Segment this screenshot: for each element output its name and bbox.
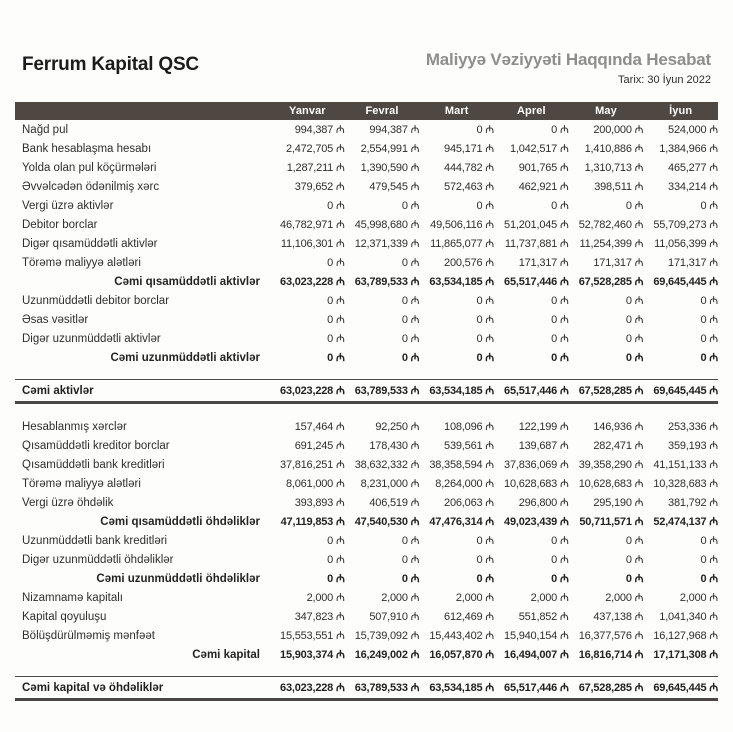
row-label: Qısamüddətli bank kreditləri: [22, 458, 165, 471]
cell-value: 0 ₼: [551, 333, 569, 345]
report-date: Tarix: 30 İyun 2022: [618, 74, 711, 86]
cell-value: 2,472,705 ₼: [285, 143, 345, 155]
table-row: [15, 531, 718, 550]
cell-value: 0 ₼: [401, 295, 420, 307]
report-header: [22, 0, 711, 86]
cell-value: 17,171,308 ₼: [653, 649, 718, 661]
row-label: Uzunmüddətli debitor borclar: [22, 294, 170, 307]
table-row: [15, 177, 718, 196]
table-body: [15, 120, 718, 701]
cell-value: 10,628,683 ₼: [578, 478, 644, 490]
row-label: Uzunmüddətli bank kreditləri: [22, 534, 168, 547]
table-row: [15, 253, 718, 272]
cell-value: 524,000 ₼: [668, 124, 718, 136]
cell-value: 0 ₼: [551, 554, 569, 566]
column-header-1: Yanvar: [288, 105, 326, 117]
cell-value: 0 ₼: [625, 295, 644, 307]
row-label: Digər qısamüddətli aktivlər: [22, 237, 158, 250]
cell-value: 691,245 ₼: [294, 440, 345, 452]
cell-value: 146,936 ₼: [593, 421, 644, 433]
cell-value: 2,554,991 ₼: [360, 143, 420, 155]
cell-value: 12,371,339 ₼: [354, 238, 420, 250]
cell-value: 0 ₼: [327, 573, 345, 585]
row-label: Bölüşdürülməmiş mənfəət: [22, 629, 155, 642]
cell-value: 406,519 ₼: [369, 497, 420, 509]
row-label: Digər uzunmüddətli aktivlər: [22, 332, 161, 345]
cell-value: 0 ₼: [327, 200, 345, 212]
row-label: Cəmi kapital və öhdəliklər: [22, 681, 164, 694]
table-row: [15, 455, 718, 474]
table-row: [15, 120, 718, 139]
table-row: [15, 474, 718, 493]
row-label: Vergi üzrə öhdəlik: [22, 496, 114, 509]
cell-value: 507,910 ₼: [369, 611, 420, 623]
cell-value: 47,540,530 ₼: [354, 516, 420, 528]
cell-value: 539,561 ₼: [444, 440, 494, 452]
cell-value: 206,063 ₼: [444, 497, 494, 509]
row-label: Cəmi uzunmüddətli öhdəliklər: [96, 572, 260, 585]
table-row: [15, 493, 718, 512]
cell-value: 65,517,446 ₼: [504, 276, 569, 288]
row-label: Hesablanmış xərclər: [22, 420, 127, 433]
row-label: Cəmi qısamüddətli öhdəliklər: [100, 515, 260, 528]
subtotal-row: [15, 512, 718, 531]
cell-value: 11,865,077 ₼: [430, 238, 494, 250]
cell-value: 994,387 ₼: [369, 124, 420, 136]
row-label: Digər uzunmüddətli öhdəliklər: [22, 553, 174, 566]
cell-value: 0 ₼: [327, 535, 345, 547]
row-label: Əvvəlcədən ödənilmiş xərc: [22, 180, 160, 193]
cell-value: 0 ₼: [476, 535, 494, 547]
cell-value: 0 ₼: [700, 295, 718, 307]
cell-value: 334,214 ₼: [668, 181, 718, 193]
cell-value: 52,782,460 ₼: [578, 219, 644, 231]
cell-value: 63,534,185 ₼: [429, 682, 494, 694]
cell-value: 0 ₼: [625, 200, 644, 212]
cell-value: 0 ₼: [476, 124, 494, 136]
cell-value: 171,317 ₼: [593, 257, 644, 269]
row-label: Cəmi uzunmüddətli aktivlər: [110, 351, 260, 364]
table-header-row: [15, 102, 718, 120]
cell-value: 69,645,445 ₼: [653, 385, 718, 397]
cell-value: 49,506,116 ₼: [430, 219, 494, 231]
report-header-right: [426, 50, 711, 86]
cell-value: 92,250 ₼: [375, 421, 420, 433]
cell-value: 171,317 ₼: [668, 257, 718, 269]
cell-value: 67,528,285 ₼: [578, 682, 644, 694]
cell-value: 572,463 ₼: [444, 181, 494, 193]
financial-table: [15, 102, 718, 701]
cell-value: 1,310,713 ₼: [584, 162, 644, 174]
cell-value: 0 ₼: [551, 573, 569, 585]
row-label: Törəmə maliyyə alətləri: [22, 256, 141, 269]
table-row: [15, 417, 718, 436]
cell-value: 200,000 ₼: [593, 124, 644, 136]
cell-value: 0 ₼: [551, 295, 569, 307]
cell-value: 0 ₼: [700, 573, 718, 585]
cell-value: 8,264,000 ₼: [435, 478, 494, 490]
cell-value: 63,789,533 ₼: [354, 682, 420, 694]
cell-value: 0 ₼: [327, 333, 345, 345]
cell-value: 16,249,002 ₼: [354, 649, 420, 661]
table-row: [15, 626, 718, 645]
cell-value: 1,390,590 ₼: [360, 162, 420, 174]
cell-value: 0 ₼: [551, 535, 569, 547]
cell-value: 0 ₼: [401, 352, 420, 364]
cell-value: 462,921 ₼: [518, 181, 569, 193]
cell-value: 41,151,133 ₼: [653, 459, 718, 471]
cell-value: 171,317 ₼: [518, 257, 569, 269]
cell-value: 52,474,137 ₼: [653, 516, 718, 528]
cell-value: 37,816,251 ₼: [280, 459, 345, 471]
cell-value: 16,816,714 ₼: [578, 649, 644, 661]
company-name: Ferrum Kapital QSC: [22, 54, 199, 75]
column-header-4: Aprel: [517, 105, 546, 117]
cell-value: 282,471 ₼: [593, 440, 644, 452]
cell-value: 16,127,968 ₼: [653, 630, 718, 642]
cell-value: 0 ₼: [700, 333, 718, 345]
cell-value: 0 ₼: [476, 573, 494, 585]
row-label: Bank hesablaşma hesabı: [22, 142, 152, 155]
column-header-3: Mart: [444, 105, 469, 117]
cell-value: 437,138 ₼: [593, 611, 644, 623]
cell-value: 122,199 ₼: [518, 421, 569, 433]
cell-value: 398,511 ₼: [594, 181, 644, 193]
row-label: Nizamnamə kapitalı: [22, 591, 123, 604]
cell-value: 359,193 ₼: [668, 440, 718, 452]
cell-value: 381,792 ₼: [668, 497, 718, 509]
table-row: [15, 215, 718, 234]
cell-value: 8,061,000 ₼: [285, 478, 345, 490]
cell-value: 50,711,571 ₼: [579, 516, 644, 528]
cell-value: 2,000 ₼: [306, 592, 345, 604]
cell-value: 347,823 ₼: [294, 611, 345, 623]
cell-value: 63,023,228 ₼: [280, 385, 345, 397]
cell-value: 2,000 ₼: [381, 592, 420, 604]
cell-value: 16,057,870 ₼: [429, 649, 494, 661]
cell-value: 69,645,445 ₼: [653, 276, 718, 288]
row-label: Nağd pul: [22, 123, 69, 136]
cell-value: 1,041,340 ₼: [659, 611, 718, 623]
cell-value: 69,645,445 ₼: [653, 682, 718, 694]
cell-value: 295,190 ₼: [593, 497, 644, 509]
cell-value: 393,893 ₼: [294, 497, 345, 509]
cell-value: 0 ₼: [327, 314, 345, 326]
cell-value: 11,056,399 ₼: [654, 238, 718, 250]
cell-value: 2,000 ₼: [605, 592, 644, 604]
cell-value: 63,023,228 ₼: [280, 276, 345, 288]
cell-value: 379,652 ₼: [294, 181, 345, 193]
cell-value: 0 ₼: [700, 314, 718, 326]
cell-value: 63,789,533 ₼: [354, 276, 420, 288]
cell-value: 296,800 ₼: [518, 497, 569, 509]
table-row: [15, 291, 718, 310]
row-label: Qısamüddətli kreditor borclar: [22, 439, 170, 452]
cell-value: 108,096 ₼: [444, 421, 494, 433]
cell-value: 253,336 ₼: [668, 421, 718, 433]
cell-value: 157,464 ₼: [294, 421, 345, 433]
cell-value: 2,000 ₼: [530, 592, 569, 604]
cell-value: 945,171 ₼: [444, 143, 494, 155]
cell-value: 0 ₼: [327, 257, 345, 269]
cell-value: 0 ₼: [700, 535, 718, 547]
table-row: [15, 196, 718, 215]
cell-value: 0 ₼: [476, 200, 494, 212]
row-label: Cəmi qısamüddətli aktivlər: [114, 275, 260, 288]
row-label: Cəmi kapital: [192, 648, 260, 661]
cell-value: 46,782,971 ₼: [280, 219, 345, 231]
cell-value: 0 ₼: [401, 554, 420, 566]
cell-value: 47,476,314 ₼: [429, 516, 494, 528]
subtotal-row: [15, 645, 718, 664]
cell-value: 0 ₼: [700, 200, 718, 212]
table-row: [15, 234, 718, 253]
table-row: [15, 607, 718, 626]
table-row: [15, 588, 718, 607]
cell-value: 0 ₼: [476, 554, 494, 566]
cell-value: 0 ₼: [476, 314, 494, 326]
row-label: Vergi üzrə aktivlər: [22, 199, 114, 212]
subtotal-row: [15, 348, 718, 367]
cell-value: 178,430 ₼: [369, 440, 420, 452]
row-label: Yolda olan pul köçürmələri: [22, 161, 157, 174]
cell-value: 0 ₼: [551, 314, 569, 326]
cell-value: 0 ₼: [401, 200, 420, 212]
cell-value: 2,000 ₼: [455, 592, 494, 604]
column-header-6: İyun: [669, 105, 693, 117]
cell-value: 67,528,285 ₼: [578, 385, 644, 397]
table-row: [15, 550, 718, 569]
row-label: Əsas vəsitlər: [22, 313, 89, 326]
cell-value: 10,628,683 ₼: [504, 478, 569, 490]
cell-value: 0 ₼: [551, 200, 569, 212]
cell-value: 65,517,446 ₼: [504, 682, 569, 694]
table-row: [15, 310, 718, 329]
report-title: Maliyyə Vəziyyəti Haqqında Hesabat: [425, 50, 711, 69]
cell-value: 0 ₼: [476, 295, 494, 307]
cell-value: 0 ₼: [327, 295, 345, 307]
cell-value: 0 ₼: [700, 554, 718, 566]
cell-value: 15,903,374 ₼: [280, 649, 345, 661]
cell-value: 63,789,533 ₼: [354, 385, 420, 397]
cell-value: 11,106,301 ₼: [280, 238, 345, 250]
cell-value: 0 ₼: [625, 554, 644, 566]
cell-value: 0 ₼: [700, 352, 718, 364]
cell-value: 0 ₼: [625, 573, 644, 585]
table-row: [15, 158, 718, 177]
table-row: [15, 329, 718, 348]
cell-value: 0 ₼: [476, 333, 494, 345]
cell-value: 612,469 ₼: [444, 611, 494, 623]
cell-value: 139,687 ₼: [518, 440, 569, 452]
cell-value: 0 ₼: [625, 535, 644, 547]
grand-row: [15, 379, 718, 404]
cell-value: 16,377,576 ₼: [578, 630, 644, 642]
column-header-5: May: [595, 105, 617, 117]
cell-value: 901,765 ₼: [518, 162, 569, 174]
table-row: [15, 436, 718, 455]
cell-value: 200,576 ₼: [444, 257, 494, 269]
row-label: Debitor borclar: [22, 218, 98, 231]
cell-value: 1,410,886 ₼: [584, 143, 644, 155]
cell-value: 16,494,007 ₼: [504, 649, 569, 661]
cell-value: 465,277 ₼: [668, 162, 718, 174]
cell-value: 15,940,154 ₼: [504, 630, 569, 642]
cell-value: 0 ₼: [327, 554, 345, 566]
cell-value: 0 ₼: [401, 314, 420, 326]
cell-value: 63,534,185 ₼: [429, 385, 494, 397]
cell-value: 8,231,000 ₼: [360, 478, 420, 490]
cell-value: 1,042,517 ₼: [509, 143, 569, 155]
cell-value: 0 ₼: [625, 352, 644, 364]
cell-value: 0 ₼: [401, 535, 420, 547]
column-header-2: Fevral: [365, 105, 399, 117]
grand-row: [15, 676, 718, 701]
cell-value: 10,328,683 ₼: [653, 478, 718, 490]
cell-value: 0 ₼: [401, 333, 420, 345]
cell-value: 38,358,594 ₼: [429, 459, 494, 471]
cell-value: 0 ₼: [401, 573, 420, 585]
cell-value: 444,782 ₼: [444, 162, 494, 174]
cell-value: 0 ₼: [551, 124, 569, 136]
cell-value: 47,119,853 ₼: [280, 516, 345, 528]
cell-value: 45,998,680 ₼: [354, 219, 420, 231]
cell-value: 55,709,273 ₼: [653, 219, 718, 231]
cell-value: 0 ₼: [625, 314, 644, 326]
cell-value: 479,545 ₼: [369, 181, 420, 193]
cell-value: 0 ₼: [327, 352, 345, 364]
row-label: Kapital qoyuluşu: [22, 610, 107, 623]
subtotal-row: [15, 569, 718, 588]
cell-value: 0 ₼: [625, 333, 644, 345]
cell-value: 51,201,045 ₼: [504, 219, 569, 231]
cell-value: 38,632,332 ₼: [354, 459, 420, 471]
cell-value: 0 ₼: [401, 257, 420, 269]
cell-value: 2,000 ₼: [679, 592, 718, 604]
cell-value: 67,528,285 ₼: [578, 276, 644, 288]
cell-value: 65,517,446 ₼: [504, 385, 569, 397]
cell-value: 1,287,211 ₼: [286, 162, 345, 174]
cell-value: 994,387 ₼: [294, 124, 345, 136]
row-label: Törəmə maliyyə alətləri: [22, 477, 141, 490]
cell-value: 63,534,185 ₼: [429, 276, 494, 288]
cell-value: 11,254,399 ₼: [579, 238, 644, 250]
cell-value: 39,358,290 ₼: [578, 459, 644, 471]
table-row: [15, 139, 718, 158]
cell-value: 15,553,551 ₼: [280, 630, 345, 642]
row-label: Cəmi aktivlər: [22, 384, 94, 397]
cell-value: 49,023,439 ₼: [504, 516, 569, 528]
subtotal-row: [15, 272, 718, 291]
cell-value: 1,384,966 ₼: [659, 143, 718, 155]
cell-value: 0 ₼: [551, 352, 569, 364]
cell-value: 15,443,402 ₼: [429, 630, 494, 642]
cell-value: 37,836,069 ₼: [504, 459, 569, 471]
cell-value: 15,739,092 ₼: [354, 630, 420, 642]
cell-value: 0 ₼: [476, 352, 494, 364]
cell-value: 551,852 ₼: [518, 611, 569, 623]
cell-value: 63,023,228 ₼: [280, 682, 345, 694]
cell-value: 11,737,881 ₼: [504, 238, 569, 250]
